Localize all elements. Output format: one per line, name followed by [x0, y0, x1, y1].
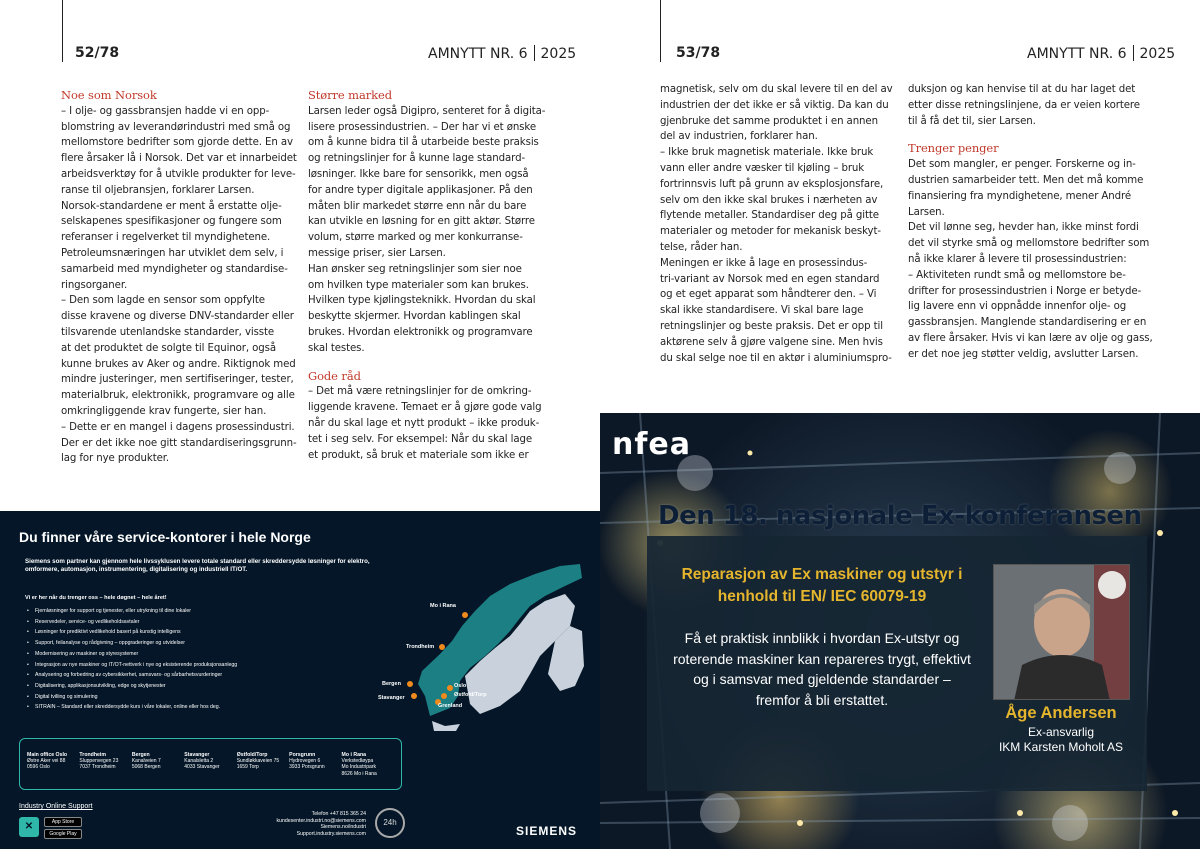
text-line: når du skal lage et nytt produkt – ikke produk-	[308, 417, 540, 429]
app-store-badge[interactable]: App Store	[44, 817, 82, 827]
text-line: Siemens.no/industri	[320, 824, 366, 831]
text-line: dustrien samarbeider tett. Men det må komme	[908, 174, 1144, 186]
text-line: materialbruk, elektronikk, programvare og alle	[61, 390, 295, 402]
text-line: omkringliggende krav fungerte, sier han.	[61, 405, 267, 417]
list-item: • SITRAIN – Standard eller skreddersydde kurs i våre lokaler, online eller hos deg.	[25, 702, 365, 713]
publication-title	[428, 45, 576, 62]
text-line: Der er det ikke noe gitt standardiseringsgrunn-	[61, 437, 297, 449]
text-line: et produkt, så bruk et materiale som ikke er	[308, 449, 529, 461]
speaker-name: Åge Andersen	[1005, 704, 1117, 722]
pin-icon	[439, 644, 445, 650]
ad-intro: Siemens som partner kan gjennom hele livssyklusen levere totale standard eller skreddersydde løsninger for elektro, omformere, automasjon, instrumentering, digitalisering og industriell IT/OT.	[25, 558, 370, 573]
speaker-role: Ex-ansvarlig	[1027, 725, 1095, 739]
text-line: messige priser, sier Larsen.	[308, 247, 446, 259]
text-line: Det som mangler, er penger. Forskerne og in-	[908, 159, 1136, 171]
text-line: kan utvikle en løsning for en gitt aktør. Større	[308, 216, 535, 228]
siemens-logo: SIEMENS	[516, 824, 578, 838]
text-line: materialer og metoder for mekanisk beskyt-	[660, 226, 881, 238]
text-line: lag for nye produkter.	[61, 453, 170, 465]
speaker-photo	[993, 564, 1130, 700]
text-line: Support.industry.siemens.com	[296, 831, 366, 838]
office: Porsgrunn Hydrovegen 6 3933 Porsgrunn	[289, 752, 325, 771]
header-rule	[62, 0, 63, 62]
text-line: skal testes.	[308, 342, 365, 354]
text-line: løsninger. Ikke bare for sensorikk, men også	[308, 168, 529, 180]
text-line: om å kunne bidra til å utarbeide beste praksis	[308, 137, 539, 149]
text-line: – Det må være retningslinjer for de omkring-	[308, 386, 532, 398]
list-item: • Digitalisering, applikasjonsutvikling, edge og skytjenester	[25, 681, 365, 692]
text-line: Det vil lønne seg, hevder han, ikke minst fordi	[908, 222, 1139, 234]
pin-icon	[411, 693, 417, 699]
online-support-link[interactable]: Industry Online Support	[19, 803, 93, 810]
publication-year: 2025	[540, 46, 577, 62]
text-line: drifter for prosessindustrien i Norge er betyde-	[908, 285, 1142, 297]
course-title: Reparasjon av Ex maskiner og utstyr i henhold til EN/ IEC 60079-19	[681, 566, 963, 605]
text-line: finansiering fra myndighetene, mener André	[908, 190, 1132, 202]
text-line: retningslinjer og beste praksis. Det er opp til	[660, 320, 883, 332]
denmark-shape	[432, 721, 460, 731]
text-line: nå ikke klarer å levere til prosessindustrien:	[908, 253, 1127, 265]
ad-title: Du finner våre service-kontorer i hele Norge	[19, 529, 311, 545]
text-line: mellomstore bedrifter som gjorde dette. En av	[61, 137, 293, 149]
text-line: del av industrien, forklarer han.	[660, 131, 818, 143]
text-line: av flere årsaker. Hvis vi kan lære av olje og gass,	[908, 332, 1153, 344]
office: Bergen Kanalveien 7 5068 Bergen	[131, 752, 161, 771]
text-line: for andre typer digitale applikasjoner. På den	[308, 184, 533, 196]
publication-title	[1027, 45, 1175, 62]
text-line: tri-variant av Norsok med en egen standard	[660, 273, 880, 285]
section-heading: Noe som Norsok	[61, 88, 157, 102]
text-line: Meningen er ikke å lage en prosessindus-	[660, 257, 868, 269]
text-line: flytende metaller. Standardiser deg på gitte	[660, 210, 879, 222]
app-icon[interactable]: ✕	[19, 817, 39, 837]
article-column-2	[308, 88, 548, 463]
text-line: – Aktiviteten rundt små og mellomstore be-	[908, 269, 1126, 281]
text-line: lisere prosessindustrien. – Der har vi et ønske	[308, 121, 536, 133]
page-number: 53/78	[676, 45, 721, 61]
pin-icon	[407, 681, 413, 687]
ad-needs: Vi er her når du trenger oss – hele døgnet – hele året!	[25, 595, 167, 601]
text-line: kundesenter.industri.no@siemens.com	[276, 817, 366, 824]
text-line: – I olje- og gassbransjen hadde vi en opp-	[61, 105, 270, 117]
map-label: Trondheim	[406, 644, 435, 650]
pin-icon	[462, 612, 468, 618]
text-line: arbeidsverktøy for å utvikle produkter for leve-	[61, 168, 296, 180]
list-item: • Integrasjon av nye maskiner og IT/OT-nettverk i nye og eksisterende produksjonsanlegg	[25, 660, 365, 671]
nfea-logo: nfea	[612, 427, 691, 462]
text-line: du skal selge noe til en aktør i aluminiumspro-	[660, 352, 892, 364]
text-line: – Ikke bruk magnetisk materiale. Ikke bruk	[660, 147, 874, 159]
text-line: lig lavere enn vi oppnådde innenfor olje- og	[908, 301, 1127, 313]
text-line: samarbeid med myndigheter og standardise-	[61, 263, 288, 275]
map-label: Oslo	[454, 683, 467, 689]
course-box	[647, 536, 1147, 791]
text-line: fortrinnsvis luft på grunn av eksplosjonsfare,	[660, 178, 884, 190]
text-line: mindre justeringer, men sertifiseringer, tester,	[61, 374, 294, 386]
office: Mo i Rana Verkstedløypa Mo Industripark 8626 Mo i Rana	[341, 752, 377, 777]
text-line: Han ønsker seg retningslinjer som sier noe	[308, 263, 522, 275]
text-line: Petroleumsnæringen har utviklet dem selv, i	[61, 247, 284, 259]
paragraph-lines	[308, 384, 548, 463]
paragraph-lines	[908, 157, 1153, 362]
map-label: Stavanger	[378, 695, 405, 701]
map-label: Bergen	[382, 681, 401, 687]
text-line: Larsen.	[908, 206, 945, 218]
list-item: • Support, feilanalyse og rådgivning – oppgraderinger og utvidelser	[25, 638, 365, 649]
page-number: 52/78	[75, 45, 120, 61]
text-line: Hvilken type kjølingsteknikk. Hvordan du skal	[308, 295, 536, 307]
article-column-1	[61, 88, 301, 467]
map-label: Grenland	[438, 703, 463, 709]
map-label: Østfold/Torp	[454, 692, 487, 698]
text-line: det vil styrke små og mellomstore bedrifter som	[908, 238, 1150, 250]
text-line: – Dette er en mangel i dagens prosessindustri.	[61, 421, 295, 433]
pin-icon	[447, 685, 453, 691]
text-line: – Den som lagde en sensor som oppfylte	[61, 295, 265, 307]
text-line: Norsok-standardene er ment å erstatte olje-	[61, 200, 282, 212]
publication-name: AMNYTT NR. 6	[1027, 46, 1127, 62]
article-column-4	[908, 82, 1153, 363]
pin-icon	[441, 693, 447, 699]
publication-year: 2025	[1139, 46, 1176, 62]
text-line: vann eller andre væsker til kjøling – bruk	[660, 162, 865, 174]
text-line: duksjon og kan henvise til at du har laget det	[908, 84, 1136, 95]
conference-title: Den 18. nasjonale Ex-konferansen	[658, 501, 1142, 531]
list-item: • Løsninger for prediktivt vedlikehold basert på kunstig intelligens	[25, 627, 365, 638]
office: Østfold/Torp Sundløkkaveien 75 1659 Torp	[236, 752, 280, 771]
text-line: referanser i regelverket til myndighetene.	[61, 232, 271, 244]
section-heading: Trenger penger	[908, 141, 999, 156]
text-line: er det noe jeg støtter veldig, avslutter Larsen.	[908, 348, 1139, 360]
text-line: tilsvarende utenlandske standarder, visste	[61, 326, 275, 338]
text-line: liggende kravene. Temaet er å gjøre gode valg	[308, 402, 542, 414]
paragraph-lines	[61, 104, 301, 467]
text-line: industrien der det ikke er så viktig. Da kan du	[660, 99, 889, 111]
text-line: telse, råder han.	[660, 241, 743, 253]
publication-name: AMNYTT NR. 6	[428, 46, 528, 62]
text-line: og et eget apparat som håndterer den. – Vi	[660, 289, 877, 301]
speaker-company: IKM Karsten Moholt AS	[998, 740, 1124, 754]
text-line: magnetisk, selv om du skal levere til en del av	[660, 84, 893, 95]
google-play-badge[interactable]: Google Play	[44, 829, 82, 839]
text-line: til å få det til, sier Larsen.	[908, 115, 1036, 127]
text-line: Telefon +47 815 365 24	[311, 811, 366, 817]
paragraph-lines	[308, 104, 548, 357]
list-item: • Fjernløsninger for support og tjenester, eller utrykning til dine lokaler	[25, 606, 365, 617]
text-line: Larsen leder også Digipro, senteret for å digita-	[308, 105, 546, 117]
text-line: selskapenes spesifikasjoner og fungere som	[61, 216, 282, 228]
list-item: • Modernisering av maskiner og styresystemer	[25, 649, 365, 660]
text-line: måten blir markedet større enn når du bare	[308, 200, 527, 212]
text-line: ranse til oljebransjen, forklarer Larsen.	[61, 184, 255, 196]
norway-map	[370, 556, 585, 731]
paragraph-lines	[660, 82, 900, 366]
text-line: gjenbruke det samme produktet i en annen	[660, 115, 878, 127]
text-line: ringsorganer.	[61, 279, 128, 291]
text-line: beskytte skjermer. Hvordan kablingen skal	[308, 311, 521, 323]
list-item: • Reservedeler, service- og vedlikeholdsavtaler	[25, 617, 365, 628]
text-line: om hvilken type materialer som kan brukes.	[308, 279, 529, 291]
list-item: • Digital tvilling og simulering	[25, 692, 365, 703]
24h-icon: 24h	[375, 808, 405, 838]
course-description: Få et praktisk innblikk i hvordan Ex-utstyr og roterende maskiner kan repareres trygt, effektivt og i samsvar med gjeldende standarder – fremfor å bli erstattet.	[673, 630, 971, 708]
text-line: aktørene selv å gjøre valgene sine. Men hvis	[660, 336, 883, 348]
text-line: at det produktet de solgte til Equinor, også	[61, 342, 277, 354]
text-line: blomstring av leverandørindustri med små og	[61, 121, 291, 133]
speaker-details	[973, 725, 1149, 755]
service-list	[25, 606, 365, 713]
right-page	[600, 0, 1200, 849]
list-item: • Analysering og forbedring av cybersikkerhet, samsvars- og sårbarhetsvurderinger	[25, 670, 365, 681]
text-line: skal ikke standardisere. Vi skal bare lage	[660, 305, 864, 317]
header-rule	[660, 0, 661, 62]
office-list	[19, 738, 402, 790]
nfea-advertisement	[600, 413, 1200, 849]
text-line: tet i seg selv. For eksempel: Når du skal lage	[308, 433, 533, 445]
text-line: disse kravene og diverse DNV-standarder eller	[61, 311, 294, 323]
section-heading: Gode råd	[308, 368, 361, 383]
text-line: brukes. Hvordan elektronikk og programvare	[308, 326, 533, 338]
text-line: kunne brukes av Aker og andre. Riktignok med	[61, 358, 296, 370]
section-heading: Større marked	[308, 88, 392, 102]
text-line: gassbransjen. Manglende standardisering er en	[908, 317, 1147, 329]
office: Trondheim Sluppenvegen 23 7037 Trondheim	[79, 752, 119, 771]
text-line: flere årsaker lå i Norsok. Det var et innarbeidet	[61, 153, 297, 165]
map-label: Mo i Rana	[430, 603, 456, 609]
text-line: og retningslinjer for å kunne lage standard-	[308, 153, 526, 165]
siemens-advertisement	[0, 511, 600, 849]
contact-info	[240, 811, 366, 838]
article-column-3	[660, 82, 900, 366]
speaker-portrait	[994, 565, 1130, 700]
office: Stavanger Kanalsletta 2 4033 Stavanger	[184, 752, 220, 771]
paragraph-lines	[908, 82, 1153, 129]
text-line: volum, større marked og mer konkurranse-	[308, 232, 523, 244]
text-line: selv om den ikke skal brukes i nærheten av	[660, 194, 878, 206]
office: Main office Oslo Østre Aker vei 88 0596 Oslo	[27, 752, 68, 771]
text-line: etter disse retningslinjene, da er veien kortere	[908, 99, 1140, 111]
